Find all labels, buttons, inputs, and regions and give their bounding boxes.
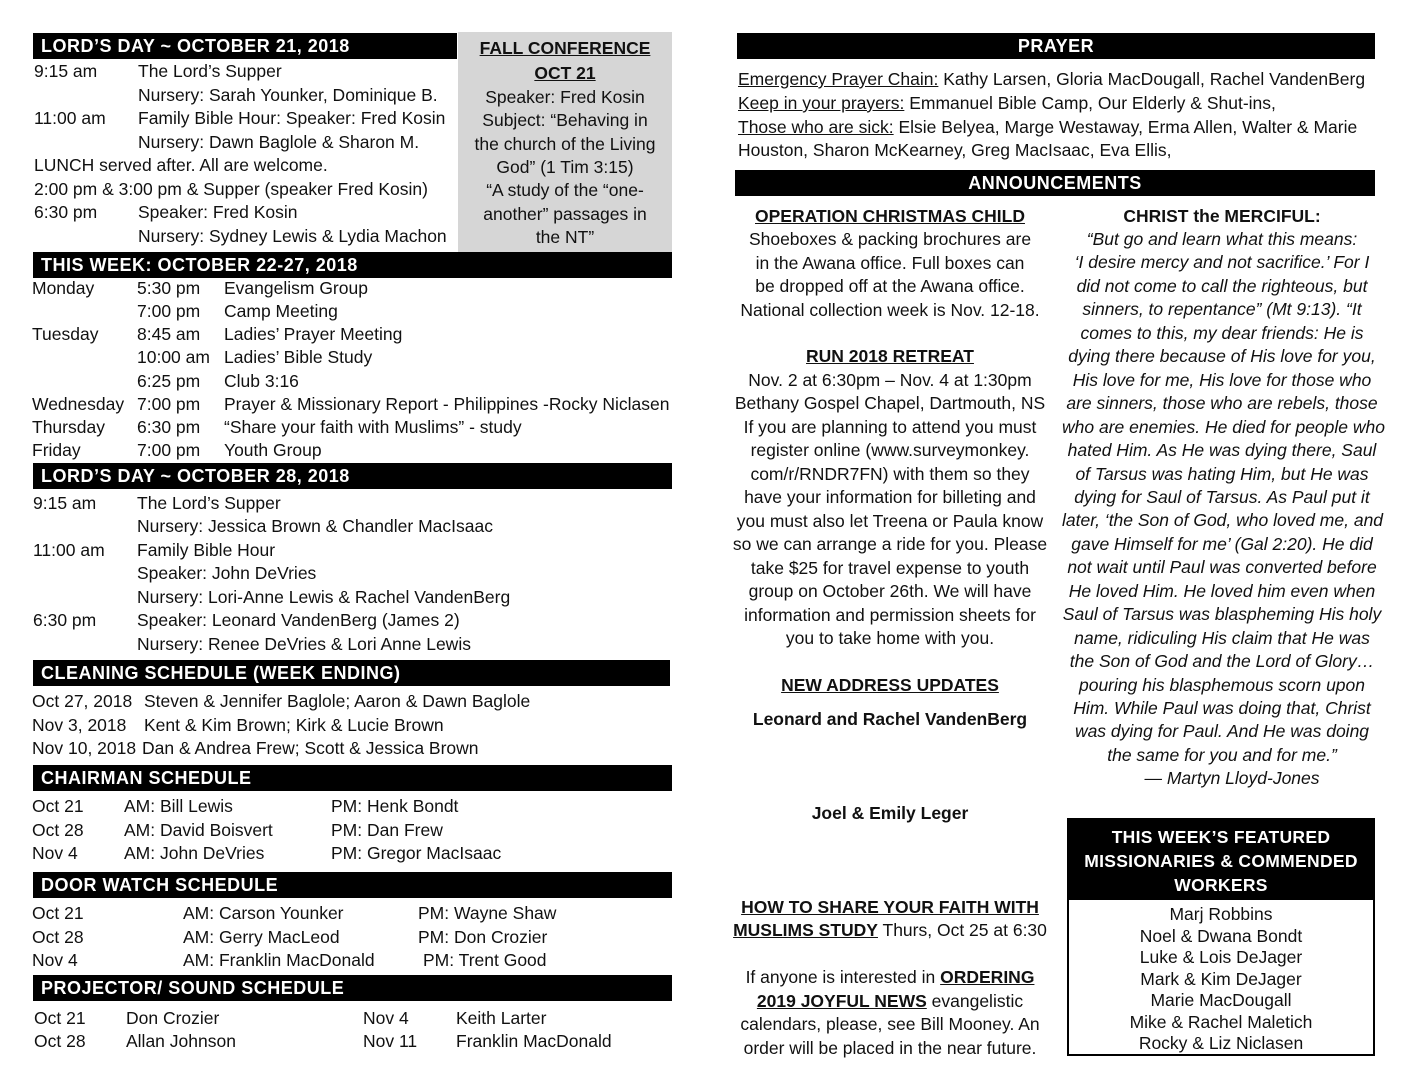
- week-day: Friday: [32, 440, 81, 460]
- lords-day-1-header: LORD’S DAY ~ OCTOBER 21, 2018: [33, 33, 457, 59]
- door-am: AM: Gerry MacLeod: [183, 927, 340, 947]
- chairman-header: CHAIRMAN SCHEDULE: [33, 765, 672, 791]
- christ-quote-line: dying for Saul of Tarsus. As Paul put it: [1074, 486, 1370, 507]
- keep-label: Keep in your prayers:: [738, 93, 905, 113]
- run-line: information and permission sheets for: [744, 605, 1036, 625]
- ld2-time: 11:00 am: [33, 540, 105, 560]
- christ-quote-line: not wait until Paul was converted before: [1067, 557, 1377, 578]
- occ-line: be dropped off at the Awana office.: [755, 276, 1025, 296]
- keep-names: Emmanuel Bible Camp, Our Elderly & Shut-ins,: [904, 93, 1276, 113]
- ld1-text: Nursery: Sarah Younker, Dominique B.: [138, 85, 438, 105]
- door-date: Nov 4: [32, 950, 78, 970]
- this-week-header: THIS WEEK: OCTOBER 22-27, 2018: [33, 252, 672, 278]
- muslims-title-2: MUSLIMS STUDY: [733, 920, 878, 940]
- missionary-name: Marie MacDougall: [1150, 990, 1292, 1010]
- christ-quote-line: gave Himself for me’ (Gal 2:20). He did: [1071, 533, 1373, 554]
- projector-name: Allan Johnson: [126, 1031, 236, 1051]
- christ-quote-line: the same for you and for me.”: [1107, 744, 1337, 765]
- missionaries-header-line: WORKERS: [1174, 875, 1268, 895]
- order-line: [730, 966, 1050, 989]
- projector-name: Keith Larter: [456, 1008, 547, 1028]
- run-line: group on October 26th. We will have: [748, 581, 1032, 601]
- door-date: Oct 21: [32, 903, 84, 923]
- christ-quote-line: His love for me, His love for those who: [1072, 369, 1372, 390]
- cleaning-date: Nov 10, 2018: [32, 738, 137, 758]
- missionary-name: Luke & Lois DeJager: [1139, 947, 1303, 967]
- week-event: Club 3:16: [224, 371, 299, 391]
- lords-day-2-header: LORD’S DAY ~ OCTOBER 28, 2018: [33, 463, 672, 489]
- christ-quote-line: Him. While Paul was doing that, Christ: [1073, 698, 1371, 718]
- christ-quote-line: the Son of God and the Lord of Glory…: [1069, 651, 1375, 672]
- missionary-name: Rocky & Liz Niclasen: [1138, 1033, 1304, 1053]
- christ-quote-line: was dying for Paul. And He was doing: [1074, 721, 1370, 742]
- christ-quote-line: who are enemies. He died for people who: [1062, 416, 1385, 437]
- order-line: order will be placed in the near future.: [743, 1038, 1037, 1058]
- sick-names: Elsie Belyea, Marge Westaway, Erma Allen, Walter & Marie: [893, 117, 1358, 137]
- chairman-date: Nov 4: [32, 843, 78, 863]
- christ-quote-line: He loved Him. He loved him even when: [1068, 580, 1376, 601]
- ld1-text: The Lord’s Supper: [138, 61, 282, 81]
- occ-line: in the Awana office. Full boxes can: [755, 253, 1025, 273]
- projector-date: Nov 11: [363, 1031, 418, 1051]
- christ-quote-line: hated Him. As He was dying there, Saul: [1067, 440, 1377, 461]
- week-day: Tuesday: [32, 324, 99, 344]
- ld2-text: Speaker: John DeVries: [137, 563, 317, 583]
- week-event: Ladies’ Prayer Meeting: [224, 324, 403, 344]
- week-event: “Share your faith with Muslims” - study: [224, 417, 522, 437]
- ld2-text: Nursery: Renee DeVries & Lori Anne Lewis: [137, 634, 471, 654]
- cleaning-header: CLEANING SCHEDULE (WEEK ENDING): [33, 660, 670, 686]
- run-line: com/r/RNDR7FN) with them so they: [750, 464, 1030, 484]
- prayer-emergency: [738, 68, 1365, 91]
- missionary-name: Mark & Kim DeJager: [1140, 968, 1302, 989]
- week-time: 10:00 am: [137, 347, 210, 367]
- run-title: RUN 2018 RETREAT: [806, 346, 974, 366]
- chairman-am: AM: David Boisvert: [124, 820, 273, 840]
- christ-quote-line: sinners, to repentance” (Mt 9:13). “It: [1082, 299, 1362, 320]
- chairman-pm: PM: Gregor MacIsaac: [331, 843, 502, 863]
- week-day: Monday: [32, 278, 95, 298]
- fall-conference-date: OCT 21: [534, 63, 596, 84]
- ld2-time: 6:30 pm: [33, 610, 97, 630]
- week-day: Thursday: [32, 417, 105, 437]
- muslims-when: Thurs, Oct 25 at 6:30: [877, 920, 1047, 940]
- ld1-time: 6:30 pm: [34, 202, 98, 222]
- christ-quote-line: later, ‘the Son of God, who loved me, and: [1062, 510, 1384, 531]
- door-am: AM: Franklin MacDonald: [183, 950, 375, 970]
- prayer-header: PRAYER: [737, 33, 1375, 59]
- christ-quote-line: pouring his blasphemous scorn upon: [1078, 674, 1365, 695]
- door-pm: PM: Wayne Shaw: [418, 903, 557, 923]
- chairman-date: Oct 28: [32, 820, 84, 840]
- door-pm: PM: Trent Good: [423, 950, 547, 970]
- door-pm: PM: Don Crozier: [418, 927, 548, 947]
- cleaning-names: Steven & Jennifer Baglole; Aaron & Dawn Baglole: [144, 691, 531, 711]
- emergency-names: Kathy Larsen, Gloria MacDougall, Rachel VandenBerg: [938, 69, 1366, 89]
- christ-quote-line: dying there because of His love for you,: [1068, 346, 1376, 367]
- ld2-text: Nursery: Jessica Brown & Chandler MacIsaac: [137, 516, 493, 536]
- missionaries-header: [1069, 820, 1373, 900]
- week-time: 7:00 pm: [137, 394, 201, 414]
- order-title-1: ORDERING: [940, 967, 1035, 987]
- run-line: you must also let Treena or Paula know: [736, 511, 1044, 531]
- order-pre: If anyone is interested in: [745, 967, 941, 987]
- week-time: 6:25 pm: [137, 371, 201, 391]
- week-time: 6:30 pm: [137, 417, 201, 437]
- run-line: Bethany Gospel Chapel, Dartmouth, NS: [734, 393, 1046, 413]
- missionary-name: Mike & Rachel Maletich: [1129, 1011, 1313, 1032]
- announcements-header: ANNOUNCEMENTS: [735, 170, 1375, 196]
- fall-conference-line: the NT”: [535, 227, 595, 248]
- week-event: Evangelism Group: [224, 278, 368, 298]
- fall-conference-line: God” (1 Tim 3:15): [496, 157, 634, 178]
- chairman-am: AM: Bill Lewis: [124, 796, 233, 816]
- address-name: Joel & Emily Leger: [811, 803, 969, 823]
- ld1-time: 11:00 am: [34, 108, 106, 128]
- week-day: Wednesday: [32, 394, 125, 414]
- projector-name: Don Crozier: [126, 1008, 220, 1028]
- fall-conference-line: another” passages in: [483, 203, 647, 224]
- ld1-text: Family Bible Hour: Speaker: Fred Kosin: [138, 108, 446, 128]
- ld2-text: Nursery: Lori-Anne Lewis & Rachel VandenBerg: [137, 587, 511, 607]
- chairman-pm: PM: Dan Frew: [331, 820, 443, 840]
- ld2-text: Speaker: Leonard VandenBerg (James 2): [137, 610, 460, 630]
- door-watch-header: DOOR WATCH SCHEDULE: [33, 872, 672, 898]
- week-event: Camp Meeting: [224, 301, 338, 321]
- address-name: Leonard and Rachel VandenBerg: [752, 709, 1028, 729]
- week-time: 8:45 am: [137, 324, 201, 344]
- run-line: take $25 for travel expense to youth: [750, 558, 1030, 578]
- fall-conference-line: Subject: “Behaving in: [482, 110, 648, 131]
- muslims-title: HOW TO SHARE YOUR FAITH WITH: [741, 897, 1039, 917]
- run-line: so we can arrange a ride for you. Please: [732, 534, 1048, 554]
- christ-quote-line: did not come to call the righteous, but: [1076, 275, 1368, 296]
- week-time: 5:30 pm: [137, 278, 201, 298]
- projector-name: Franklin MacDonald: [456, 1031, 612, 1051]
- week-event: Prayer & Missionary Report - Philippines -Rocky Niclasen: [224, 394, 670, 414]
- emergency-label: Emergency Prayer Chain:: [738, 69, 939, 89]
- christ-quote-line: ‘I desire mercy and not sacrifice.’ For I: [1074, 252, 1370, 273]
- christ-quote-line: “But go and learn what this means:: [1086, 229, 1358, 249]
- christ-quote-line: Saul of Tarsus was blaspheming His holy: [1062, 604, 1382, 625]
- order-line: [730, 990, 1050, 1013]
- run-line: Nov. 2 at 6:30pm – Nov. 4 at 1:30pm: [748, 370, 1032, 390]
- week-time: 7:00 pm: [137, 440, 201, 460]
- run-line: register online (www.surveymonkey.: [750, 440, 1030, 460]
- ld1-text: Nursery: Dawn Baglole & Sharon M.: [138, 132, 420, 152]
- cleaning-date: Nov 3, 2018: [32, 715, 127, 735]
- fall-conference-box: [458, 32, 672, 265]
- fall-conference-line: “A study of the “one-: [486, 180, 644, 201]
- prayer-sick-cont: Houston, Sharon McKearney, Greg MacIsaac, Eva Ellis,: [738, 140, 1172, 160]
- chairman-date: Oct 21: [32, 796, 84, 816]
- occ-line: Shoeboxes & packing brochures are: [748, 229, 1032, 249]
- christ-quote-line: comes to this, my dear friends: He is: [1080, 322, 1364, 343]
- projector-header: PROJECTOR/ SOUND SCHEDULE: [33, 975, 672, 1001]
- order-title-2: 2019 JOYFUL NEWS: [756, 991, 927, 1011]
- ld2-text: The Lord’s Supper: [137, 493, 281, 513]
- order-line: calendars, please, see Bill Mooney. An: [740, 1014, 1040, 1034]
- ld2-text: Family Bible Hour: [137, 540, 276, 560]
- chairman-pm: PM: Henk Bondt: [331, 796, 459, 816]
- projector-date: Oct 28: [34, 1031, 86, 1051]
- muslims-line: [730, 919, 1050, 942]
- week-event: Youth Group: [224, 440, 322, 460]
- week-event: Ladies’ Bible Study: [224, 347, 373, 367]
- christ-quote-line: name, ridiculing His claim that He was: [1074, 627, 1370, 648]
- occ-line: National collection week is Nov. 12-18.: [740, 300, 1040, 320]
- chairman-am: AM: John DeVries: [124, 843, 265, 863]
- week-time: 7:00 pm: [137, 301, 201, 321]
- christ-quote-line: of Tarsus was hating Him, but He was: [1075, 463, 1369, 484]
- fall-conference-line: the church of the Living: [474, 133, 656, 154]
- cleaning-date: Oct 27, 2018: [32, 691, 133, 711]
- ld2-time: 9:15 am: [33, 493, 97, 513]
- fall-conference-line: Speaker: Fred Kosin: [485, 86, 645, 107]
- missionaries-box: [1067, 818, 1375, 1056]
- run-line: you to take home with you.: [785, 628, 995, 648]
- missionary-name: Marj Robbins: [1169, 904, 1273, 924]
- christ-title: CHRIST the MERCIFUL:: [1123, 206, 1321, 226]
- prayer-keep: [738, 92, 1276, 115]
- missionaries-header-line: THIS WEEK’S FEATURED: [1111, 827, 1331, 847]
- door-am: AM: Carson Younker: [183, 903, 344, 923]
- projector-date: Oct 21: [34, 1008, 86, 1028]
- ld1-text: Nursery: Sydney Lewis & Lydia Machon: [138, 226, 447, 246]
- missionaries-header-line: MISSIONARIES & COMMENDED: [1084, 851, 1358, 871]
- projector-date: Nov 4: [363, 1008, 409, 1028]
- door-date: Oct 28: [32, 927, 84, 947]
- ld1-text: Speaker: Fred Kosin: [138, 202, 298, 222]
- cleaning-names: Kent & Kim Brown; Kirk & Lucie Brown: [144, 715, 444, 735]
- run-line: If you are planning to attend you must: [743, 417, 1037, 437]
- ld1-lunch: LUNCH served after. All are welcome.: [34, 155, 328, 175]
- prayer-sick: [738, 116, 1357, 139]
- run-line: have your information for billeting and: [744, 487, 1036, 507]
- christ-quote-line: are sinners, those who are rebels, those: [1066, 393, 1378, 414]
- ld1-time: 9:15 am: [34, 61, 98, 81]
- christ-quote-attribution: — Martyn Lloyd-Jones: [1144, 768, 1320, 789]
- address-title: NEW ADDRESS UPDATES: [781, 675, 999, 695]
- ld1-afternoon: 2:00 pm & 3:00 pm & Supper (speaker Fred Kosin): [34, 179, 428, 199]
- fall-conference-title: FALL CONFERENCE: [479, 38, 651, 58]
- cleaning-names: Dan & Andrea Frew; Scott & Jessica Brown: [142, 738, 479, 758]
- missionary-name: Noel & Dwana Bondt: [1139, 925, 1303, 946]
- occ-title: OPERATION CHRISTMAS CHILD: [755, 206, 1025, 226]
- sick-label: Those who are sick:: [738, 117, 894, 137]
- order-post: evangelistic: [926, 991, 1024, 1011]
